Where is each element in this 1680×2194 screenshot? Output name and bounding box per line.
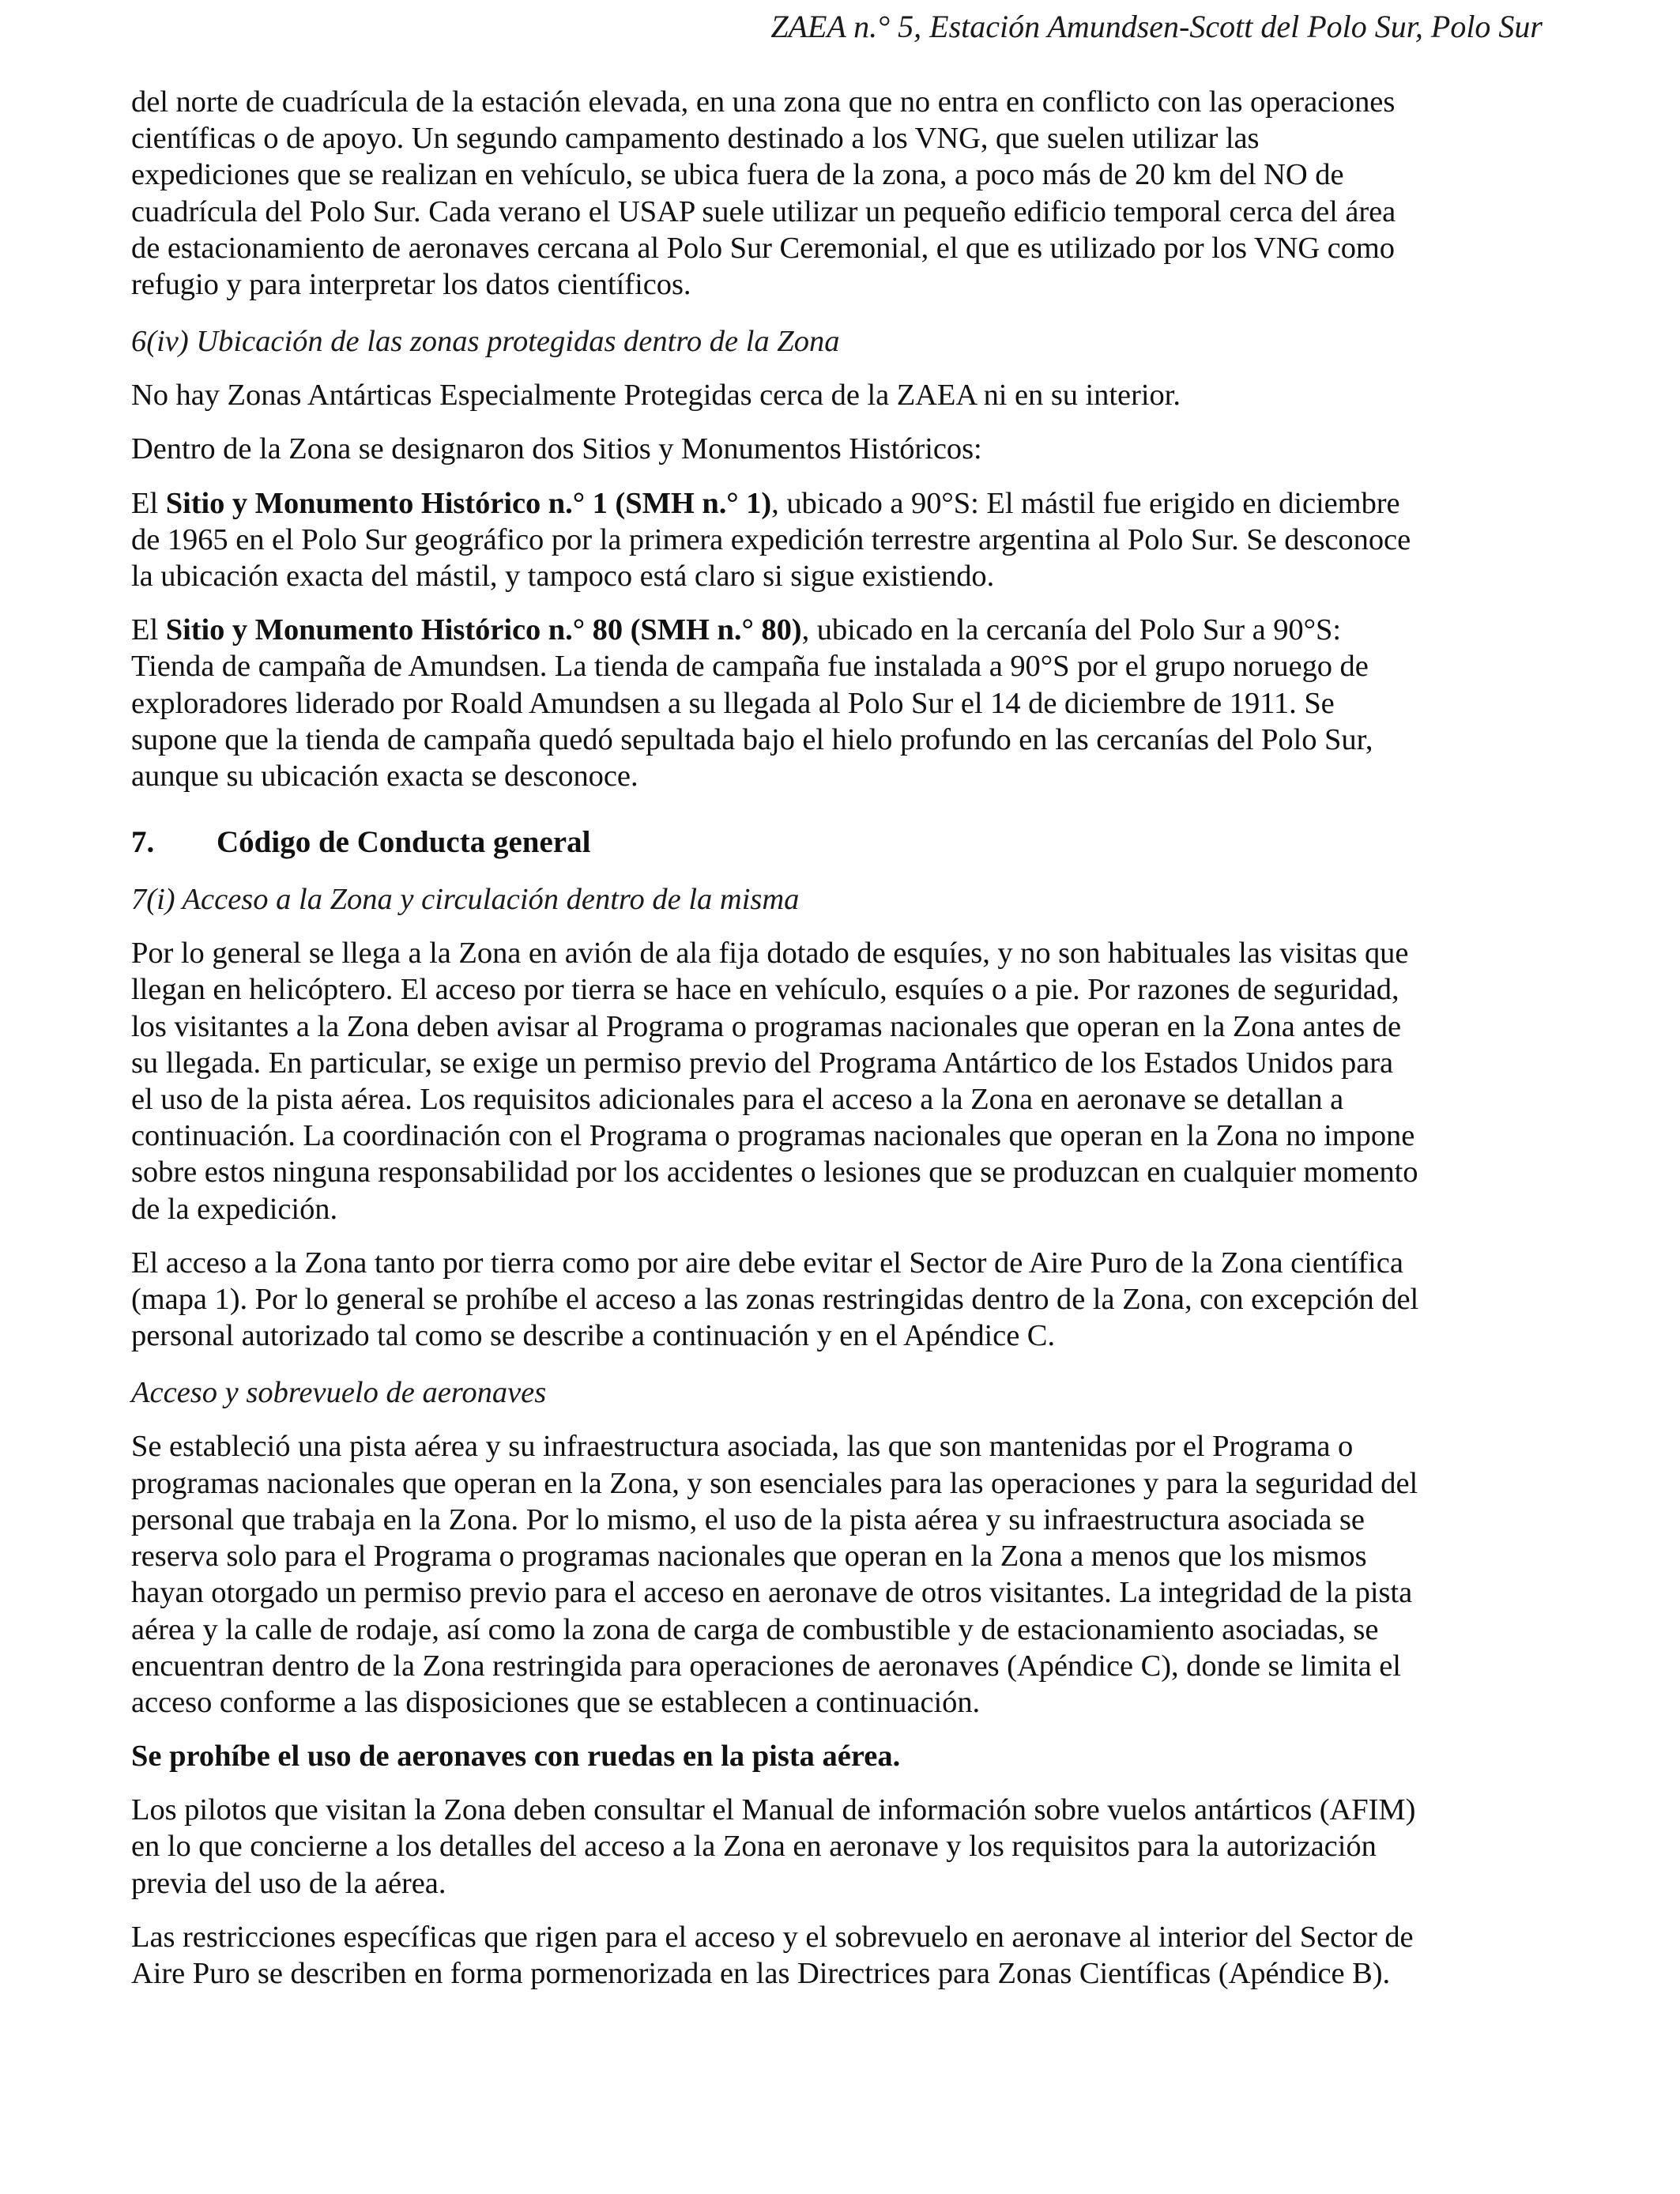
section-title: Código de Conducta general xyxy=(217,825,591,860)
paragraph-no-aspa xyxy=(131,377,1546,413)
paragraph-hsm-80 xyxy=(131,612,1546,794)
text-line: programas nacionales que operan en la Zona, y son esenciales para las operaciones y para la seguridad del xyxy=(131,1466,1418,1500)
text-line: continuación. La coordinación con el Programa o programas nacionales que operan en la Zona no impone xyxy=(131,1119,1415,1153)
text-line: refugio y para interpretar los datos científicos. xyxy=(131,268,691,302)
document-body xyxy=(131,84,1546,2009)
text-line xyxy=(131,485,1546,522)
text-run: El xyxy=(131,613,166,647)
text-line: personal que trabaja en la Zona. Por lo mismo, el uso de la pista aérea y su infraestructura asociada se xyxy=(131,1502,1365,1536)
text-line: de estacionamiento de aeronaves cercana al Polo Sur Ceremonial, el que es utilizado por los VNG como xyxy=(131,231,1396,265)
hsm-1-name: Sitio y Monumento Histórico n.° 1 (SMH n.° 1) xyxy=(165,486,772,520)
text-line: en lo que concierne a los detalles del acceso a la Zona en aeronave y los requisitos para la autorización xyxy=(131,1830,1377,1864)
text-line: No hay Zonas Antárticas Especialmente Protegidas cerca de la ZAEA ni en su interior. xyxy=(131,379,1181,413)
text-run: , ubicado a 90°S: El mástil fue erigido en diciembre xyxy=(771,486,1400,520)
text-line: expediciones que se realizan en vehículo, se ubica fuera de la zona, a poco más de 20 km del NO de xyxy=(131,158,1344,192)
text-line: previa del uso de la aérea. xyxy=(131,1866,446,1900)
text-line: aérea y la calle de rodaje, así como la zona de carga de combustible y de estacionamiento asociadas, se xyxy=(131,1612,1379,1646)
text-line: acceso conforme a las disposiciones que se establecen a continuación. xyxy=(131,1685,981,1719)
text-line: supone que la tienda de campaña quedó sepultada bajo el hielo profundo en las cercanías del Polo Sur, xyxy=(131,722,1373,756)
paragraph-airstrip xyxy=(131,1428,1546,1721)
paragraph-clean-air-sector xyxy=(131,1245,1546,1355)
text-line: los visitantes a la Zona deben avisar al Programa o programas nacionales que operan en la Zona antes de xyxy=(131,1009,1401,1043)
text-line: personal autorizado tal como se describe a continuación y en el Apéndice C. xyxy=(131,1319,1056,1353)
text-line: El acceso a la Zona tanto por tierra como por aire debe evitar el Sector de Aire Puro de la Zona científica xyxy=(131,1246,1403,1280)
text-line: hayan otorgado un permiso previo para el acceso en aeronave de otros visitantes. La integridad de la pista xyxy=(131,1576,1413,1610)
text-line: sobre estos ninguna responsabilidad por los accidentes o lesiones que se produzcan en cualquier momento xyxy=(131,1155,1418,1189)
paragraph-access xyxy=(131,935,1546,1227)
text-line xyxy=(131,612,1546,648)
text-line: de 1965 en el Polo Sur geográfico por la primera expedición terrestre argentina al Polo Sur. Se desconoce xyxy=(131,522,1411,556)
text-run: , ubicado en la cercanía del Polo Sur a 90°S: xyxy=(801,613,1341,647)
text-line: llegan en helicóptero. El acceso por tierra se hace en vehículo, esquíes o a pie. Por razones de seguridad, xyxy=(131,973,1399,1007)
text-line: (mapa 1). Por lo general se prohíbe el acceso a las zonas restringidas dentro de la Zona, con excepción del xyxy=(131,1283,1419,1317)
text-line: Dentro de la Zona se designaron dos Sitios y Monumentos Históricos: xyxy=(131,432,982,466)
subheading-7i: 7(i) Acceso a la Zona y circulación dentro de la misma xyxy=(131,883,800,917)
running-header: ZAEA n.° 5, Estación Amundsen-Scott del Polo Sur, Polo Sur xyxy=(770,9,1543,44)
text-line: del norte de cuadrícula de la estación elevada, en una zona que no entra en conflicto con las operaciones xyxy=(131,85,1396,119)
text-line: el uso de la pista aérea. Los requisitos adicionales para el acceso a la Zona en aeronave se detallan a xyxy=(131,1083,1344,1117)
text-line: Por lo general se llega a la Zona en avión de ala fija dotado de esquíes, y no son habituales las visitas que xyxy=(131,937,1409,971)
text-line: Las restricciones específicas que rigen para el acceso y el sobrevuelo en aeronave al interior del Sector de xyxy=(131,1920,1414,1954)
text-line: de la expedición. xyxy=(131,1192,338,1226)
text-line: Tienda de campaña de Amundsen. La tienda de campaña fue instalada a 90°S por el grupo noruego de xyxy=(131,650,1369,684)
text-line: Los pilotos que visitan la Zona deben consultar el Manual de información sobre vuelos antárticos (AFIM) xyxy=(131,1793,1416,1827)
paragraph-hsm-1 xyxy=(131,485,1546,595)
text-line: científicas o de apoyo. Un segundo campamento destinado a los VNG, que suelen utilizar las xyxy=(131,122,1260,156)
text-line: encuentran dentro de la Zona restringida para operaciones de aeronaves (Apéndice C), donde se limita el xyxy=(131,1649,1401,1683)
subheading-6iv: 6(iv) Ubicación de las zonas protegidas dentro de la Zona xyxy=(131,325,840,359)
hsm-80-name: Sitio y Monumento Histórico n.° 80 (SMH n.° 80) xyxy=(165,613,802,647)
paragraph-overflight-restrictions xyxy=(131,1919,1546,1992)
text-line: aunque su ubicación exacta se desconoce. xyxy=(131,760,638,794)
text-line: Se estableció una pista aérea y su infraestructura asociada, las que son mantenidas por el Programa o xyxy=(131,1430,1354,1464)
rule-no-wheeled-aircraft: Se prohíbe el uso de aeronaves con ruedas en la pista aérea. xyxy=(131,1740,901,1774)
text-line: la ubicación exacta del mástil, y tampoco está claro si sigue existiendo. xyxy=(131,560,995,594)
text-line: cuadrícula del Polo Sur. Cada verano el USAP suele utilizar un pequeño edificio temporal cerca del área xyxy=(131,194,1396,228)
paragraph-hsm-intro xyxy=(131,431,1546,467)
paragraph-afim xyxy=(131,1792,1546,1902)
section-heading-7 xyxy=(131,824,1546,861)
text-run: El xyxy=(131,486,166,520)
text-line: reserva solo para el Programa o programas nacionales que operan en la Zona a menos que los mismos xyxy=(131,1540,1367,1574)
subheading-aircraft-access: Acceso y sobrevuelo de aeronaves xyxy=(131,1376,547,1410)
paragraph-camp-location xyxy=(131,84,1546,303)
text-line: su llegada. En particular, se exige un permiso previo del Programa Antártico de los Estados Unidos para xyxy=(131,1046,1394,1080)
section-number: 7. xyxy=(131,825,155,860)
text-line: Aire Puro se describen en forma pormenorizada en las Directrices para Zonas Científicas (Apéndice B). xyxy=(131,1956,1391,1990)
text-line: exploradores liderado por Roald Amundsen a su llegada al Polo Sur el 14 de diciembre de 1911. Se xyxy=(131,686,1335,720)
